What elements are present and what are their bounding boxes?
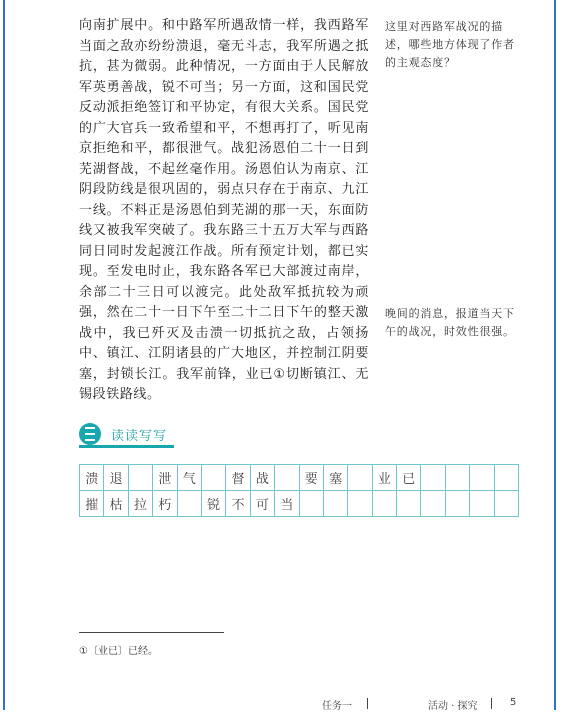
grid-cell: 溃 [80, 465, 104, 491]
grid-cell [202, 465, 226, 491]
section-title: 读读写写 [111, 428, 168, 444]
footnote-divider [79, 632, 224, 633]
grid-cell: 气 [178, 465, 202, 491]
page-border-right [554, 0, 556, 710]
footnote: ①〔业已〕已经。 [79, 646, 158, 657]
grid-cell [470, 491, 494, 517]
footer-activity: 活动 · 探究 [428, 701, 478, 712]
grid-cell [348, 491, 372, 517]
page-footer [0, 697, 566, 710]
grid-cell: 当 [275, 491, 299, 517]
grid-cell: 塞 [324, 465, 348, 491]
grid-cell: 摧 [80, 491, 104, 517]
grid-cell: 朽 [153, 491, 177, 517]
section-heading [79, 421, 167, 447]
side-note-question: 这里对西路军战况的描述，哪些地方体现了作者的主观态度？ [385, 20, 515, 69]
main-text: 向南扩展中。和中路军所遇敌情一样，我西路军当面之敌亦纷纷溃退，毫无斗志，我军所遇之抵抗，甚为微弱。此种情况，一方面由于人民解放军英勇善战，锐不可当；另一方面，这和国民党反动派拒绝签订和平协定，有很大关系。国民党的广大官兵一致希望和平，不想再打了，听见南京拒绝和平，都很泄气。战犯汤恩伯二十一日到芜湖督战，不起丝毫作用。汤恩伯认为南京、江阴段防线是很巩固的，弱点只存在于南京、九江一线。不料正是汤恩伯到芜湖的那一天，东面防线又被我军突破了。我东路三十五万大军与西路同日同时发起渡江作战。所有预定计划，都已实现。至发电时止，我东路各军已大部渡过南岸，余部二十三日可以渡完。此处敌军抵抗较为顽强，然在二十一日下午至二十二日下午的整天激战中，我已歼灭及击溃一切抵抗之敌，占领扬中、镇江、江阴诸县的广大地区，并控制江阴要塞，封锁长江。我军前锋，业已①切断镇江、无锡段铁路线。 [79, 18, 369, 402]
grid-cell: 要 [300, 465, 324, 491]
grid-cell [129, 465, 153, 491]
section-number-icon [79, 423, 101, 445]
grid-cell: 可 [251, 491, 275, 517]
footer-separator [367, 698, 368, 709]
side-note-comment: 晚间的消息，报道当天下午的战况，时效性很强。 [385, 307, 515, 338]
footer-separator [491, 698, 492, 709]
grid-cell: 不 [226, 491, 250, 517]
grid-cell: 锐 [202, 491, 226, 517]
grid-cell: 枯 [104, 491, 128, 517]
grid-cell: 泄 [153, 465, 177, 491]
grid-cell: 退 [104, 465, 128, 491]
grid-cell: 战 [251, 465, 275, 491]
grid-cell [446, 465, 470, 491]
section-underline [79, 445, 174, 448]
page-number: 5 [510, 697, 517, 708]
grid-cell [495, 491, 519, 517]
grid-cell [178, 491, 202, 517]
footer-task: 任务一 [322, 701, 352, 712]
grid-cell [275, 465, 299, 491]
page-border-left [3, 0, 5, 710]
writing-grid [79, 464, 519, 517]
grid-cell [470, 465, 494, 491]
grid-cell [421, 491, 445, 517]
grid-cell [446, 491, 470, 517]
grid-cell [397, 491, 421, 517]
grid-cell: 拉 [129, 491, 153, 517]
grid-cell [324, 491, 348, 517]
grid-cell: 督 [226, 465, 250, 491]
grid-cell [348, 465, 372, 491]
grid-cell [373, 491, 397, 517]
grid-cell [300, 491, 324, 517]
grid-cell: 业 [373, 465, 397, 491]
grid-cell [495, 465, 519, 491]
grid-cell: 已 [397, 465, 421, 491]
grid-cell [421, 465, 445, 491]
